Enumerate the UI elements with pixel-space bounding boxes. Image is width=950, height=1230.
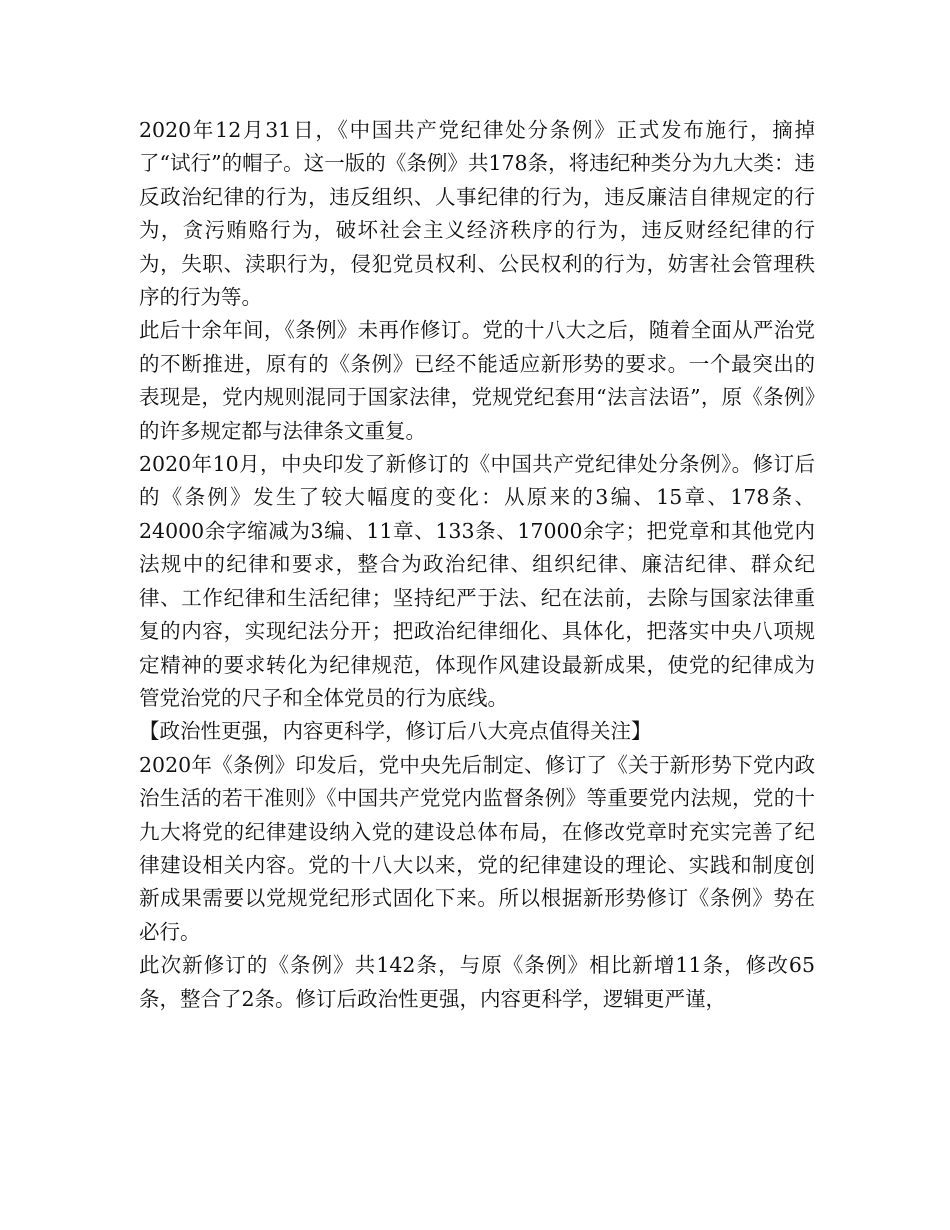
paragraph-1: 2020年12月31日，《中国共产党纪律处分条例》正式发布施行，摘掉了“试行”的帽子。这一版的《条例》共178条，将违纪种类分为九大类：违反政治纪律的行为，违反组织、人事纪律的行为，违反廉洁自律规定的行为，贪污贿赂行为，破坏社会主义经济秩序的行为，违反财经纪律的行为，失职、渎职行为，侵犯党员权利、公民权利的行为，妨害社会管理秩序的行为等。 (139, 118, 815, 310)
paragraph-2: 此后十余年间，《条例》未再作修订。党的十八大之后，随着全面从严治党的不断推进，原有的《条例》已经不能适应新形势的要求。一个最突出的表现是，党内规则混同于国家法律，党规党纪套用“法言法语”，原《条例》的许多规定都与法律条文重复。 (139, 318, 815, 443)
paragraph-4: 2020年《条例》印发后，党中央先后制定、修订了《关于新形势下党内政治生活的若干准则》《中国共产党党内监督条例》等重要党内法规，党的十九大将党的纪律建设纳入党的建设总体布局，在修改党章时充实完善了纪律建设相关内容。党的十八大以来，党的纪律建设的理论、实践和制度创新成果需要以党规党纪形式固化下来。所以根据新形势修订《条例》势在必行。 (139, 752, 815, 944)
document-body (139, 114, 815, 1016)
paragraph-3: 2020年10月，中央印发了新修订的《中国共产党纪律处分条例》。修订后的《条例》发生了较大幅度的变化：从原来的3编、15章、178条、24000余字缩减为3编、11章、133条、17000余字；把党章和其他党内法规中的纪律和要求，整合为政治纪律、组织纪律、廉洁纪律、群众纪律、工作纪律和生活纪律；坚持纪严于法、纪在法前，去除与国家法律重复的内容，实现纪法分开；把政治纪律细化、具体化，把落实中央八项规定精神的要求转化为纪律规范，体现作风建设最新成果，使党的纪律成为管党治党的尺子和全体党员的行为底线。 (139, 452, 815, 710)
section-heading: 【政治性更强，内容更科学，修订后八大亮点值得关注】 (139, 719, 652, 744)
paragraph-5: 此次新修订的《条例》共142条，与原《条例》相比新增11条，修改65条，整合了2条。修订后政治性更强，内容更科学，逻辑更严谨， (139, 953, 815, 1011)
